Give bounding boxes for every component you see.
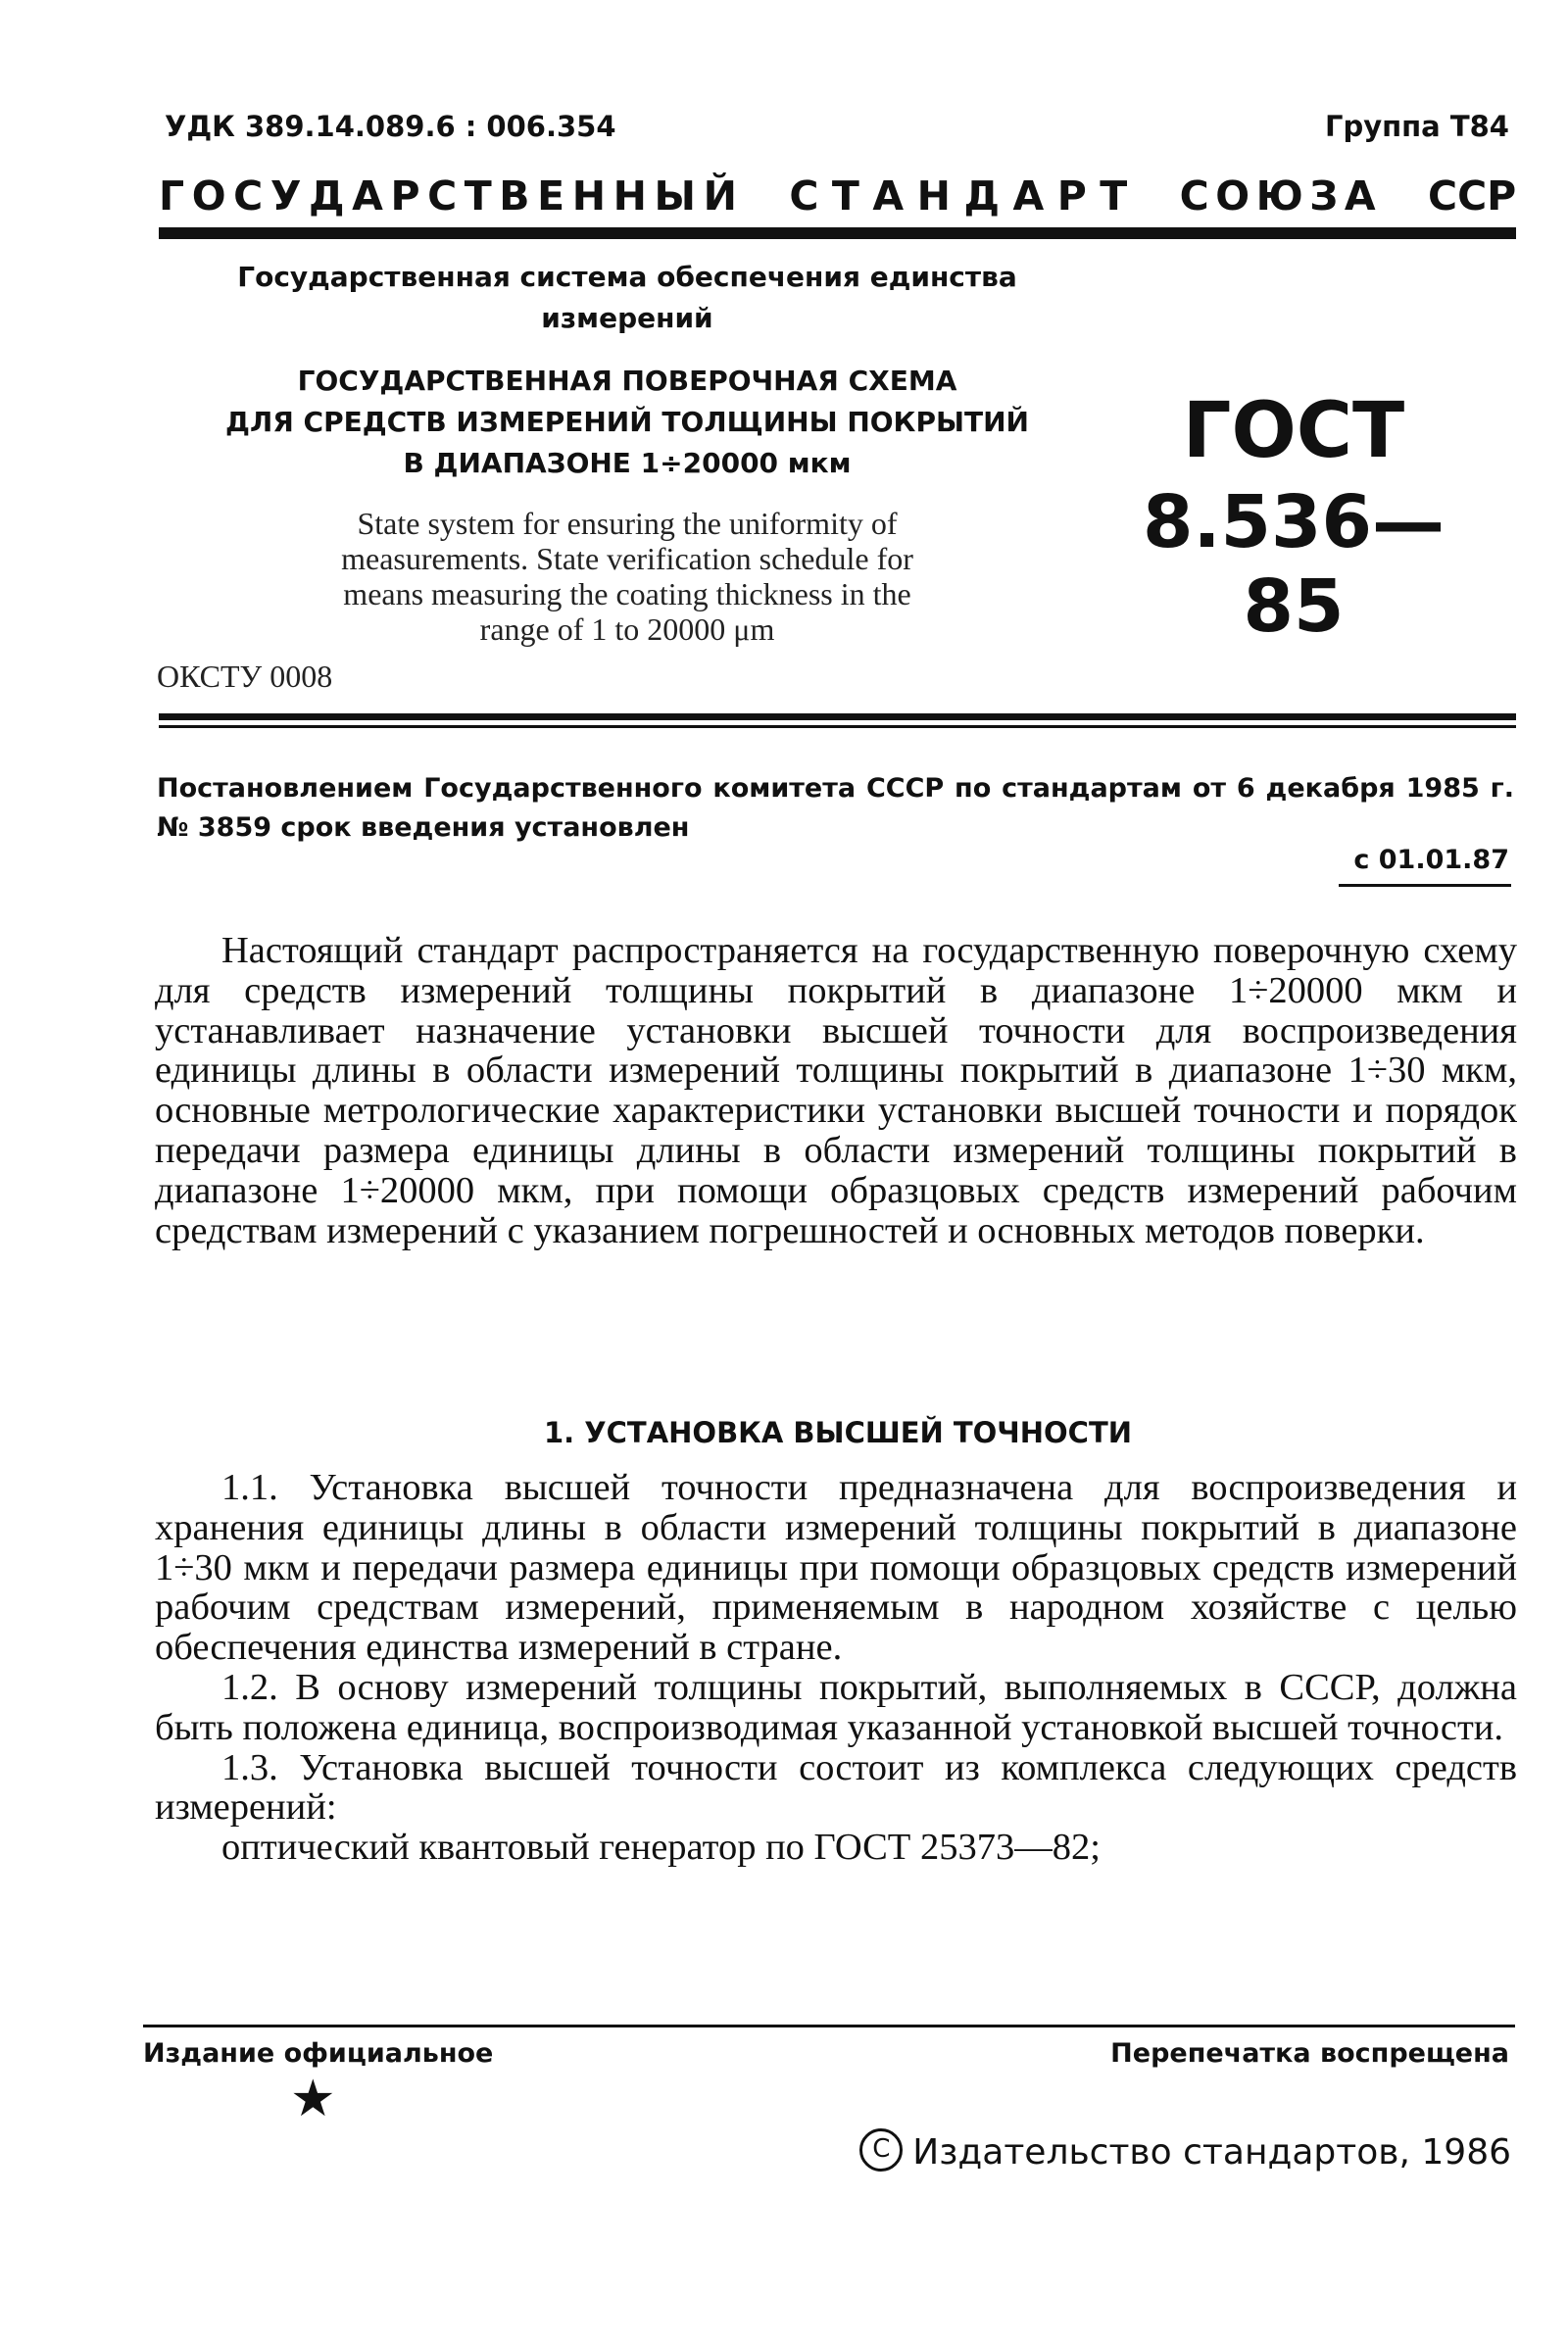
standard-title: ГОСУДАРСТВЕННАЯ ПОВЕРОЧНАЯ СХЕМА ДЛЯ СРЕДСТВ ИЗМЕРЕНИЙ ТОЛЩИНЫ ПОКРЫТИЙ В ДИАПАЗОНЕ 1÷20000 мкм (225, 365, 1029, 479)
paragraph-1-2: 1.2. В основу измерений толщины покрытий, выполняемых в СССР, должна быть положена единица, воспроизводимая указанной установкой высшей точности. (155, 1666, 1517, 1748)
copyright-icon: C (859, 2128, 903, 2172)
intro-paragraph: Настоящий стандарт распространяется на государственную поверочную схему для средств измерений толщины покрытий в диапазоне 1÷20000 мкм и устанавливает назначение установки высшей точности для воспроизведения единицы длины в области измерений толщины покрытий в диапазоне 1÷30 мкм, основные метрологические характеристики установки высшей точности и порядок передачи размера единицы длины в области измерений толщины покрытий в диапазоне 1÷20000 мкм, при помощи образцовых средств измерений рабочим средствам измерений с указанием погрешностей и основных методов поверки. (155, 930, 1517, 1251)
title-rule (159, 713, 1516, 720)
footer-rule (143, 2025, 1515, 2027)
edition-label: Издание официальное (143, 2038, 494, 2069)
list-item: оптический квантовый генератор по ГОСТ 25373—82; (221, 1827, 1101, 1869)
gost-number: 8.536—85 (1142, 480, 1446, 649)
section-body (155, 1468, 1517, 1868)
paragraph-1-1: 1.1. Установка высшей точности предназначена для воспроизведения и хранения единицы длины в области измерений толщины покрытий в диапазоне 1÷30 мкм и передачи размера единицы при помощи образцовых средств измерений рабочим средствам измерений, применяемым в народном хозяйстве с целью обеспечения единства измерений в стране. (155, 1467, 1517, 1669)
banner-word-2: С Т А Н Д А Р Т (789, 172, 1128, 220)
banner-word-1: Г О С У Д А Р С Т В Е Н Н Ы Й (159, 172, 737, 220)
udk-code: УДК 389.14.089.6 : 006.354 (165, 110, 616, 143)
standard-banner (159, 172, 1516, 220)
reprint-notice: Перепечатка воспрещена (1110, 2038, 1509, 2069)
decree-text: Постановлением Государственного комитета СССР по стандартам от 6 декабря 1985 г. № 3859 срок введения установлен (157, 773, 1514, 843)
group-code: Группа Т84 (1324, 110, 1509, 143)
paragraph-1-3: 1.3. Установка высшей точности состоит из комплекса следующих средств измерений: (155, 1746, 1517, 1829)
header-rule (159, 227, 1516, 239)
copyright-line (859, 2132, 1511, 2175)
title-rule-thin (159, 725, 1516, 728)
okstu-code: ОКСТУ 0008 (157, 659, 333, 694)
effective-date-underline (1339, 884, 1511, 887)
banner-word-4: С С Р (1427, 172, 1517, 220)
section-heading: 1. УСТАНОВКА ВЫСШЕЙ ТОЧНОСТИ (544, 1416, 1132, 1449)
publisher: Издательство стандартов, 1986 (912, 2132, 1511, 2173)
effective-date: с 01.01.87 (1353, 845, 1509, 875)
system-name: Государственная система обеспечения единства измерений (237, 261, 1017, 334)
star-icon: ★ (290, 2072, 336, 2127)
banner-word-3: С О Ю З А (1179, 172, 1376, 220)
gost-label: ГОСТ (1182, 387, 1405, 475)
english-title: State system for ensuring the uniformity of measurements. State verification schedule for means measuring the coating thickness in the range of 1 to 20000 μm (341, 506, 913, 647)
